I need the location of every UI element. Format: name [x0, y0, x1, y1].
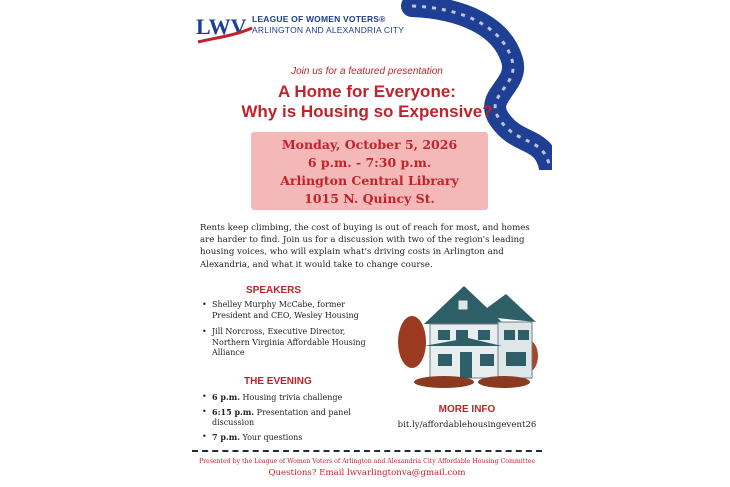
schedule-item [202, 432, 382, 444]
event-date: Monday, October 5, 2026 [281, 137, 458, 152]
event-details-box [251, 132, 488, 210]
schedule-text: Presentation and panel discussion [212, 407, 351, 427]
flyer [182, 0, 552, 487]
schedule-text: Your questions [242, 432, 303, 442]
divider [192, 450, 542, 452]
lwv-logo-icon [194, 12, 254, 48]
event-time: 6 p.m. - 7:30 p.m. [307, 155, 432, 170]
org-name-line2: ARLINGTON AND ALEXANDRIA CITY [252, 25, 405, 35]
intro-text: Join us for a featured presentation [291, 66, 443, 77]
event-venue: Arlington Central Library [280, 173, 459, 188]
speakers-list [202, 300, 382, 365]
event-address: 1015 N. Quincy St. [304, 191, 435, 206]
more-info-heading: MORE INFO [438, 404, 496, 415]
speaker-item: • Shelley Murphy McCabe, former President and CEO, Wesley Housing [202, 300, 382, 321]
schedule-time: 6 p.m. [212, 392, 240, 402]
logo-text: LWV [196, 14, 247, 39]
schedule-text: Housing trivia challenge [242, 393, 343, 402]
org-name-line1: LEAGUE OF WOMEN VOTERS® [252, 14, 386, 24]
schedule-item [202, 407, 382, 429]
schedule-time: 6:15 p.m. [212, 406, 255, 417]
title-line1: A Home for Everyone: [278, 82, 456, 101]
house-illustration-icon [394, 282, 542, 394]
event-description: Rents keep climbing, the cost of buying is out of reach for most, and homes are harder to find. Join us for a discussion with two of the region's leading housing voices, who will explain what's driving costs in Arlington and Alexandria, and what it would take to change course. [200, 223, 530, 270]
presented-by: Presented by the League of Women Voters of Arlington and Alexandria City Affordable Housing Committee [198, 458, 536, 465]
evening-heading: THE EVENING [244, 376, 312, 387]
schedule-item [202, 392, 382, 404]
schedule-time: 7 p.m. [212, 431, 240, 442]
speakers-heading: SPEAKERS [246, 285, 302, 296]
event-title [182, 82, 552, 122]
speaker-item: • Jill Norcross, Executive Director, Northern Virginia Affordable Housing Alliance [202, 327, 382, 359]
title-line2: Why is Housing so Expensive? [241, 102, 493, 121]
evening-schedule [202, 392, 382, 446]
contact-email: Questions? Email lwvarlingtonva@gmail.com [268, 468, 466, 478]
more-info-link[interactable]: bit.ly/affordablehousingevent26 [397, 420, 537, 430]
org-name [252, 14, 404, 36]
